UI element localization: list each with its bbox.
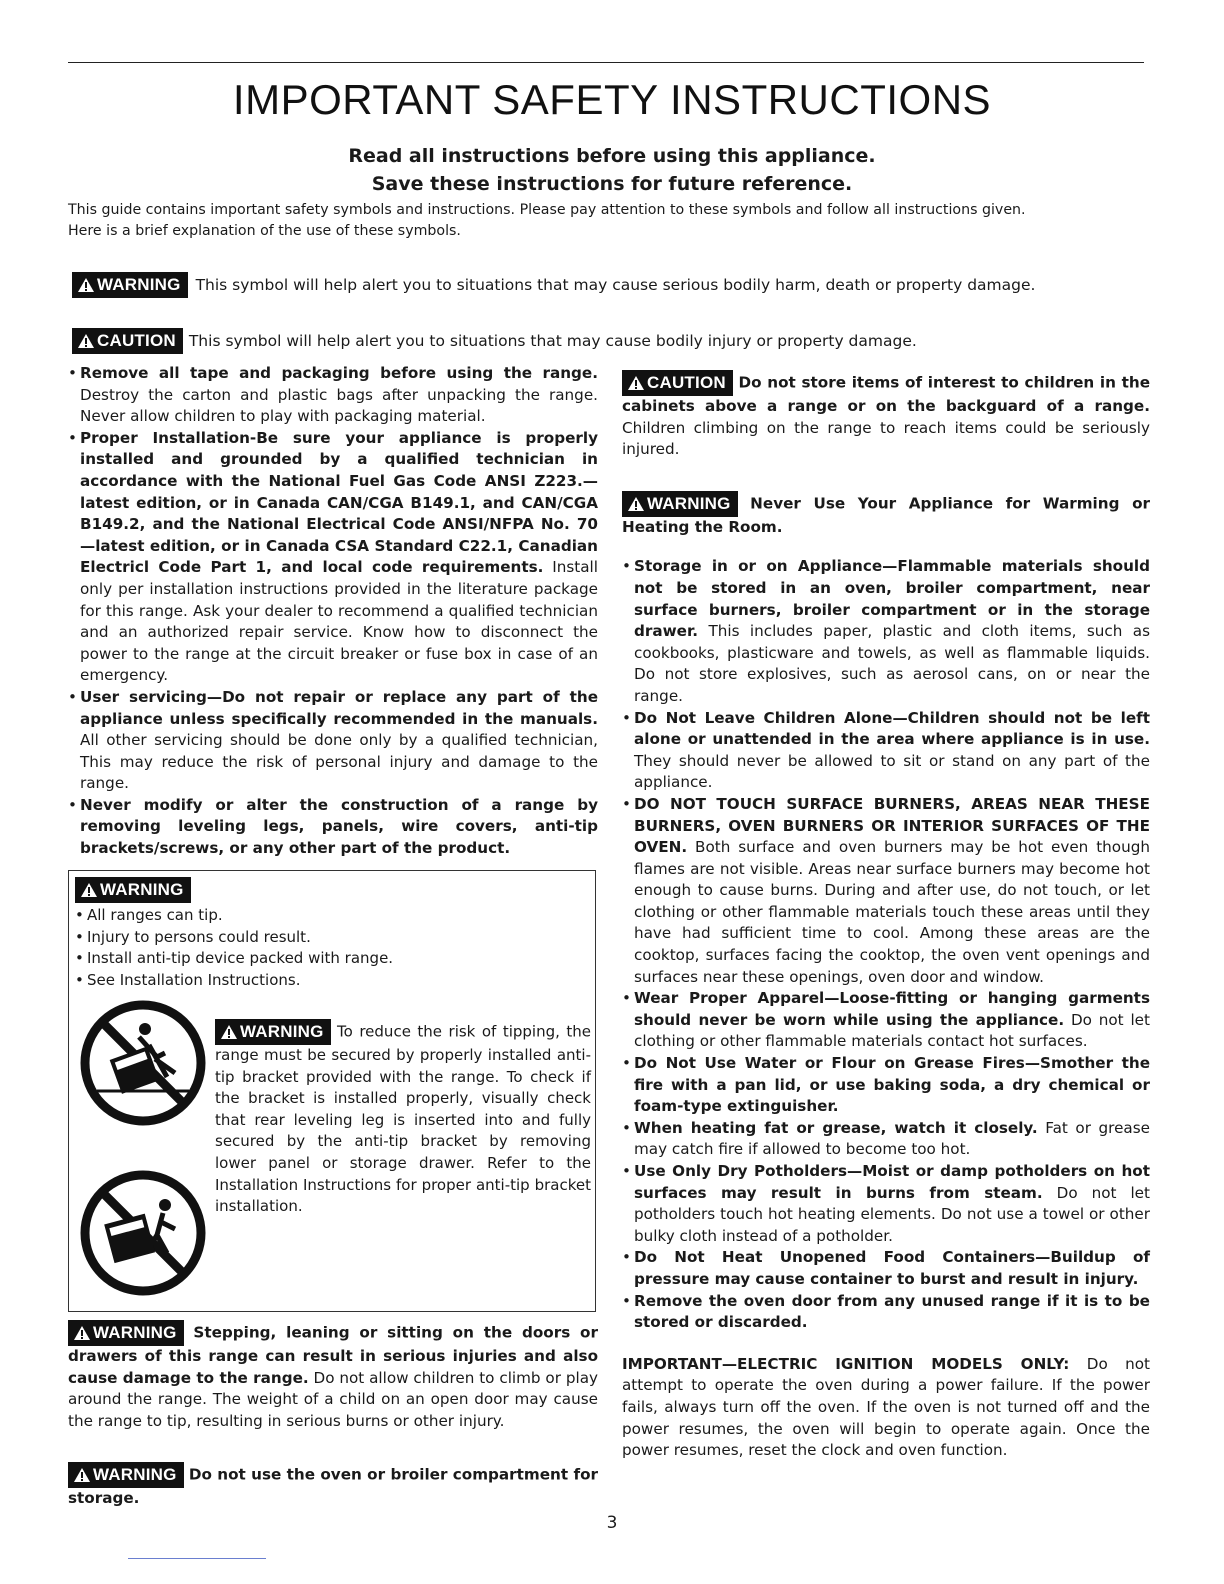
body-text: This includes paper, plastic and cloth items, such as cookbooks, plasticware and towels, as well as flammable liquids. Do not store explosives, such as aerosol cans, on or near the range.: [634, 622, 1150, 705]
bold-text: Proper Installation-Be sure your appliance is properly installed and grounded by a qualified technician in accordance with the National Fuel Gas Code ANSI Z223.—latest edition, or in Canada CAN/CGA B149.1, and CAN/CGA B149.2, and the National Electrical Code ANSI/NFPA No. 70—latest edition, or in Canada CSA Standard C22.1, Canadian Electricl Code Part 1, and local code requirements.: [80, 428, 598, 577]
left-bullet-list: [68, 363, 598, 860]
list-item: [622, 794, 1150, 988]
paragraph: [68, 1320, 598, 1432]
bottom-rule: [128, 1558, 266, 1559]
bold-text: Stepping, leaning or sitting on the doors or drawers of this range can result in serious injuries and also cause damage to the range.: [68, 1323, 598, 1387]
body-text: Install only per installation instructions provided in the literature package for this range. Ask your dealer to recommend a qualified technician and an authorized repair service. Know how to disconnect the power to the range at the circuit breaker or fuse box in case of an emergency.: [80, 558, 598, 685]
body-text: They should never be allowed to sit or stand on any part of the appliance.: [634, 751, 1150, 792]
top-rule: [68, 62, 1144, 63]
warning-badge: [215, 1019, 331, 1045]
alert-triangle-icon: [73, 1467, 91, 1483]
caution-symbol-text: This symbol will help alert you to situations that may cause bodily injury or property damage.: [188, 332, 917, 350]
bold-text: Do Not Leave Children Alone—Children should not be left alone or unattended in the area where appliance is in use.: [634, 708, 1150, 749]
bold-text: Never modify or alter the construction of a range by removing leveling legs, panels, wire covers, anti-tip brackets/screws, or any other part of the product.: [80, 795, 598, 858]
list-item: • Injury to persons could result.: [75, 927, 575, 949]
warning-symbol-explanation: [72, 272, 1035, 298]
list-item: • See Installation Instructions.: [75, 970, 575, 992]
alert-triangle-icon: [77, 277, 95, 293]
warnbox-header: [75, 877, 191, 903]
page-number: 3: [606, 1513, 618, 1533]
warnbox-list: [75, 905, 575, 991]
bold-text: Use Only Dry Potholders—Moist or damp potholders on hot surfaces may result in burns from steam.: [634, 1162, 1150, 1202]
bold-text: Do Not Use Water or Flour on Grease Fires—Smother the fire with a pan lid, or use baking soda, a dry chemical or foam-type extinguisher.: [634, 1054, 1150, 1116]
body-text: All other servicing should be done only by a qualified technician, This may reduce the risk of personal injury and damage to the range.: [80, 731, 598, 793]
bold-text: Remove all tape and packaging before using the range.: [80, 364, 598, 382]
anti-tip-instructions: [215, 1019, 591, 1218]
body-text: To reduce the risk of tipping, the range must be secured by properly installed anti-tip bracket provided with the range. To check if the bracket is installed properly, visually check that rear leveling leg is inserted into and fully secured by the anti-tip bracket by removing lower panel or storage drawer. Refer to the Installation Instructions for proper anti-tip bracket installation.: [215, 1022, 591, 1216]
page-title: IMPORTANT SAFETY INSTRUCTIONS: [232, 76, 992, 123]
intro-line-2: Here is a brief explanation of the use of these symbols.: [68, 223, 461, 239]
bold-text: Do Not Heat Unopened Food Containers—Buildup of pressure may cause container to burst and result in injury.: [634, 1248, 1150, 1288]
range-tipping-icon: [79, 999, 207, 1131]
caution-badge: [72, 328, 183, 354]
list-item: [622, 1053, 1150, 1118]
electric-ignition-note: [622, 1354, 1150, 1462]
list-item: [622, 556, 1150, 707]
warning-badge-label: WARNING: [97, 275, 181, 294]
warning-badge-label: WARNING: [93, 1465, 177, 1484]
body-text: Do not let potholders touch hot heating elements. Do not use a towel or other bulky cloth instead of a potholder.: [634, 1183, 1150, 1245]
caution-badge: [622, 370, 733, 396]
bold-text: Remove the oven door from any unused range if it is to be stored or discarded.: [634, 1291, 1150, 1332]
storage-warning: [68, 1462, 598, 1510]
caution-badge-label: CAUTION: [97, 331, 176, 350]
list-item: [622, 1291, 1150, 1334]
bold-text: IMPORTANT—ELECTRIC IGNITION MODELS ONLY:: [622, 1354, 1070, 1373]
bold-text: Do not use the oven or broiler compartment for storage.: [68, 1465, 598, 1507]
bold-text: DO NOT TOUCH SURFACE BURNERS, AREAS NEAR THESE BURNERS, OVEN BURNERS OR INTERIOR SURFACES OF THE OVEN.: [634, 794, 1150, 857]
body-text: Children climbing on the range to reach items could be seriously injured.: [622, 418, 1150, 459]
child-climbing-range-icon: [79, 1169, 207, 1301]
warning-badge-label: WARNING: [240, 1022, 324, 1041]
bold-text: Do not store items of interest to children in the cabinets above a range or on the backguard of a range.: [622, 373, 1150, 415]
body-text: Do not attempt to operate the oven during a power failure. If the power fails, always turn off the oven. If the oven is not turned off and the power resumes, the oven will begin to operate again. Once the power resumes, reset the clock and oven function.: [622, 1354, 1150, 1460]
bold-text: Storage in or on Appliance—Flammable materials should not be stored in an oven, broiler compartment, near surface burners, broiler compartment or in the storage drawer.: [634, 557, 1150, 641]
list-item: [68, 363, 598, 428]
bold-text: Wear Proper Apparel—Loose-fitting or hanging garments should never be worn while using the appliance.: [634, 989, 1150, 1029]
warning-badge-label: WARNING: [647, 493, 731, 513]
body-text: Do not let clothing or other flammable materials contact hot surfaces.: [634, 1010, 1150, 1051]
warning-badge: [68, 1320, 184, 1346]
body-text: Destroy the carton and plastic bags after unpacking the range. Never allow children to play with packaging material.: [80, 385, 598, 426]
right-column: [622, 370, 1150, 1462]
list-item: [622, 1118, 1150, 1161]
caution-children-paragraph: [622, 370, 1150, 461]
caution-symbol-explanation: [72, 328, 917, 354]
alert-triangle-icon: [627, 375, 645, 391]
alert-triangle-icon: [627, 496, 645, 512]
warning-symbol-text: This symbol will help alert you to situations that may cause serious bodily harm, death or property damage.: [195, 276, 1036, 294]
list-item: [622, 1161, 1150, 1247]
body-text: Fat or grease may catch fire if allowed to become too hot.: [634, 1118, 1150, 1159]
warning-badge-label: WARNING: [100, 880, 184, 899]
bold-text: User servicing—Do not repair or replace any part of the appliance unless specifically recommended in the manuals.: [80, 687, 598, 728]
alert-triangle-icon: [80, 882, 98, 898]
caution-badge-label: CAUTION: [647, 373, 726, 392]
anti-tip-warning-box: [68, 870, 596, 1312]
intro-line-1: This guide contains important safety symbols and instructions. Please pay attention to these symbols and follow all instructions given.: [68, 202, 1026, 218]
left-column: [68, 363, 598, 860]
list-item: [622, 1247, 1150, 1290]
alert-triangle-icon: [220, 1024, 238, 1040]
intro-paragraph: [68, 200, 1158, 242]
list-item: [68, 795, 598, 860]
bold-text: Never Use Your Appliance for Warming or Heating the Room.: [622, 494, 1150, 536]
right-bullet-list: [622, 556, 1150, 1333]
warning-badge: [72, 272, 188, 298]
list-item: [622, 708, 1150, 794]
list-item: • Install anti-tip device packed with range.: [75, 948, 575, 970]
list-item: [68, 687, 598, 795]
body-text: Do not allow children to climb or play around the range. The weight of a child on an open door may cause the range to tip, resulting in serious burns or other injury.: [68, 1368, 598, 1430]
warning-badge: [75, 877, 191, 903]
stepping-warning: [68, 1320, 598, 1432]
warning-heating-paragraph: [622, 491, 1150, 539]
alert-triangle-icon: [77, 333, 95, 349]
warning-badge: [68, 1462, 184, 1488]
alert-triangle-icon: [73, 1325, 91, 1341]
paragraph: [68, 1462, 598, 1510]
body-text: Both surface and oven burners may be hot even though flames are not visible. Areas near surface burners may become hot enough to cause burns. During and after use, do not touch, or let clothing or other flammable materials touch these areas until they have had sufficient time to cool. Among these areas are the cooktop, surfaces facing the cooktop, the oven vent openings and surfaces near these openings, oven door and window.: [634, 838, 1150, 986]
list-item: [622, 988, 1150, 1053]
subtitle-save: Save these instructions for future reference.: [371, 173, 853, 195]
list-item: [68, 428, 598, 687]
warning-badge: [622, 491, 738, 517]
warning-badge-label: WARNING: [93, 1323, 177, 1342]
list-item: • All ranges can tip.: [75, 905, 575, 927]
bold-text: When heating fat or grease, watch it closely.: [634, 1118, 1038, 1137]
subtitle-read: Read all instructions before using this appliance.: [348, 145, 876, 167]
